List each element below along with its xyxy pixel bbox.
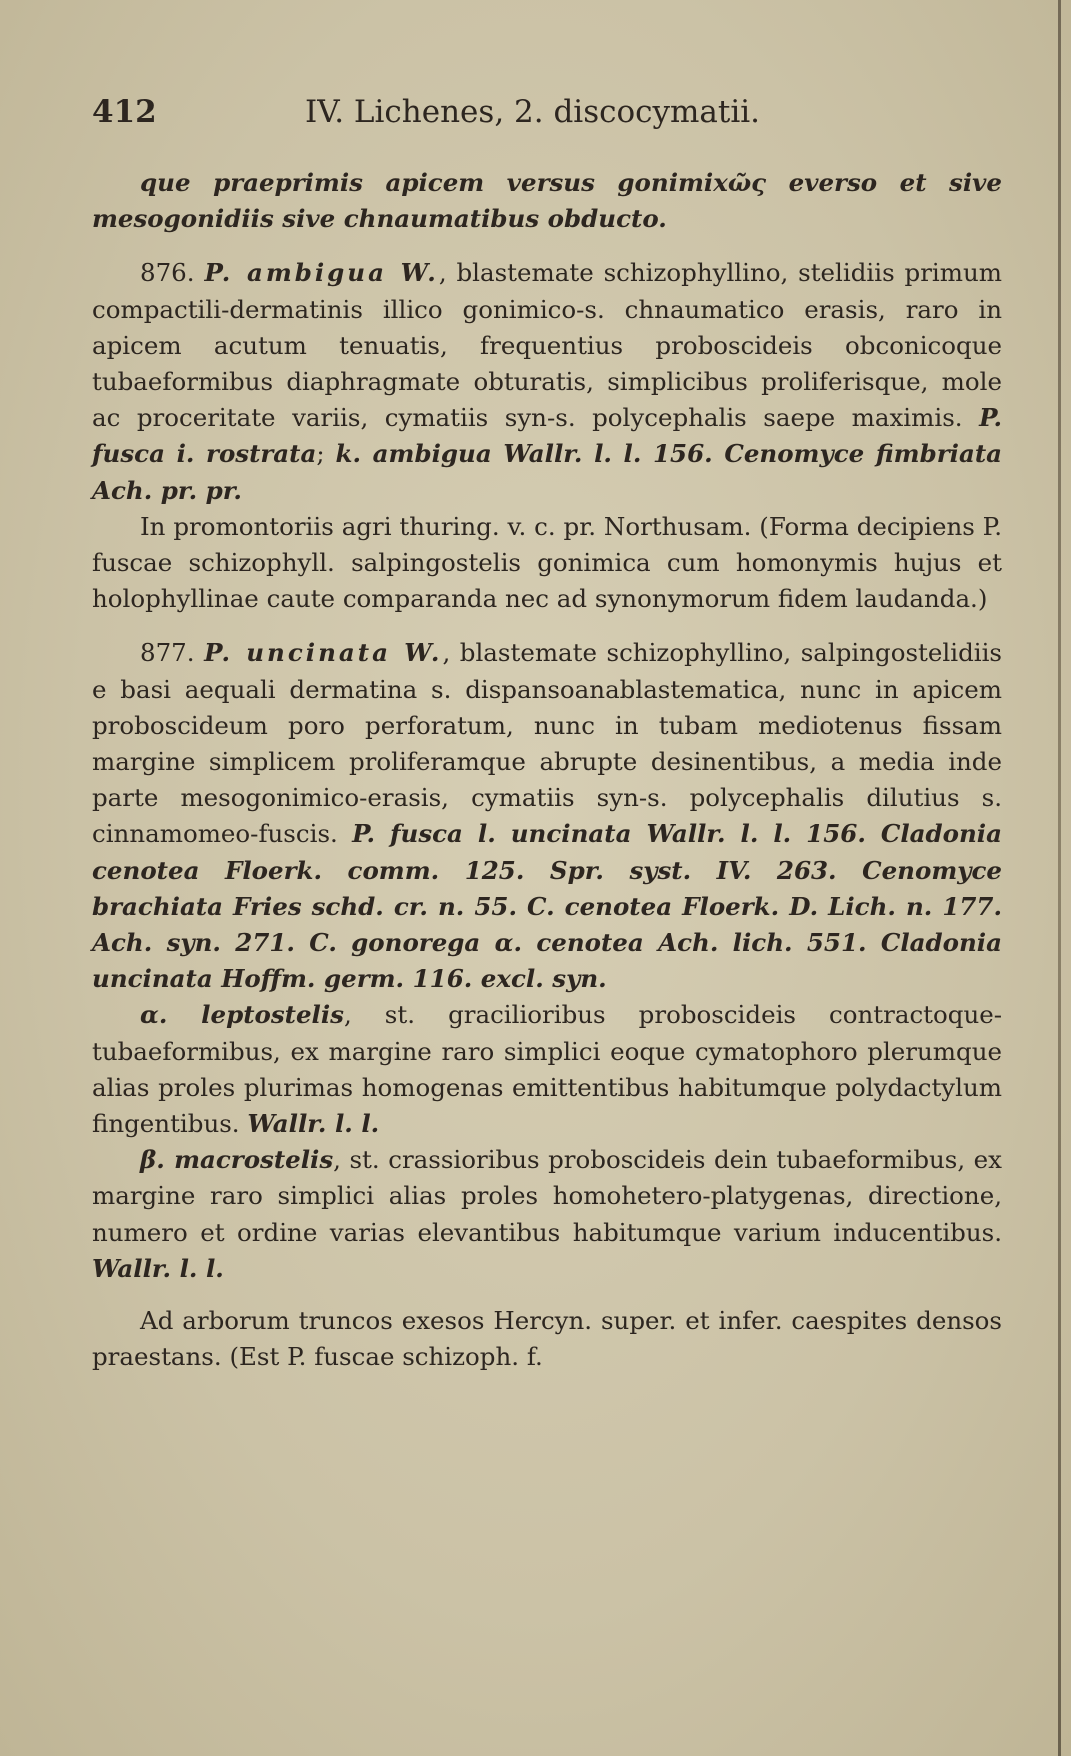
entry-877-name: P. uncinata W. (204, 638, 443, 668)
page-header (92, 92, 1002, 132)
variety-beta-description: , st. crassioribus proboscideis dein tubaeformibus, ex margine raro simplici alias proles homohetero-platygenas, directione, numero et ordine varias elevantibus habitumque varium inducentibus. (92, 1145, 1002, 1247)
variety-beta-label: β. macrostelis (140, 1145, 334, 1175)
entry-876-synonym-1: P. fusca i. rostrata (92, 403, 1002, 469)
variety-alpha-description: , st. gracilioribus proboscideis contractoque-tubaeformibus, ex margine raro simplici eoque cymatophoro plerumque alias proles plurimas homogenas emittentibus habitumque polydactylum fingentibus. (92, 1000, 1002, 1139)
continued-paragraph: que praeprimis apicem versus gonimixῶς everso et sive mesogonidiis sive chnaumatibus obducto. (92, 168, 1002, 234)
entry-877 (92, 635, 1002, 997)
entry-876-name: P. ambigua W. (204, 258, 439, 288)
entry-877-number: 877. (140, 638, 195, 668)
entry-877-description: , blastemate schizophyllino, salpingostelidiis e basi aequali dermatina s. dispansoanablastematica, nunc in apicem proboscideum poro perforatum, nunc in tubam mediotenus fissam margine simplicem proliferamque abrupte desinentibus, a media inde parte mesogonimico-erasis, cymatiis syn-s. polycephalis dilutius s. cinnamomeo-fuscis. (92, 638, 1002, 849)
body-text (92, 165, 1002, 1376)
variety-beta-reference: Wallr. l. l. (92, 1253, 224, 1283)
variety-alpha (92, 997, 1002, 1142)
entry-876-number: 876. (140, 258, 195, 288)
variety-beta (92, 1142, 1002, 1287)
entry-877-locality: Ad arborum truncos exesos Hercyn. super. et infer. caespites densos praestans. (Est P. fuscae schizoph. f. (92, 1306, 1002, 1372)
entry-876-synonym-2: k. ambigua Wallr. l. l. 156. Cenomyce fimbriata Ach. pr. pr. (92, 439, 1003, 505)
running-head: IV. Lichenes, 2. discocymatii. (305, 94, 761, 130)
variety-alpha-reference: Wallr. l. l. (247, 1109, 380, 1139)
entry-876 (92, 255, 1002, 508)
entry-876-locality: In promontoriis agri thuring. v. c. pr. Northusam. (Forma decipiens P. fuscae schizophyll. salpingostelis gonimica cum homonymis hujus et holophyllinae caute comparanda nec ad synonymorum fidem laudanda.) (92, 511, 1002, 614)
page-edge (1058, 0, 1061, 1756)
entry-876-synonym-separator: ; (316, 439, 336, 469)
page-number: 412 (92, 94, 157, 130)
entry-876-description: , blastemate schizophyllino, stelidiis primum compactili-dermatinis illico gonimico-s. chnaumatico erasis, raro in apicem acutum tenuatis, frequentius proboscideis obconicoque tubaeformibus diaphragmate obturatis, simplicibus proliferisque, mole ac proceritate variis, cymatiis syn-s. polycephalis saepe maximis. (92, 258, 1002, 433)
entry-877-synonyms: P. fusca l. uncinata Wallr. l. l. 156. Cladonia cenotea Floerk. comm. 125. Spr. syst. IV. 263. Cenomyce brachiata Fries schd. cr. n. 55. C. cenotea Floerk. D. Lich. n. 177. Ach. syn. 271. C. gonorega α. cenotea Ach. lich. 551. Cladonia uncinata Hoffm. germ. 116. excl. syn. (92, 819, 1002, 994)
variety-alpha-label: α. leptostelis (140, 1000, 344, 1030)
